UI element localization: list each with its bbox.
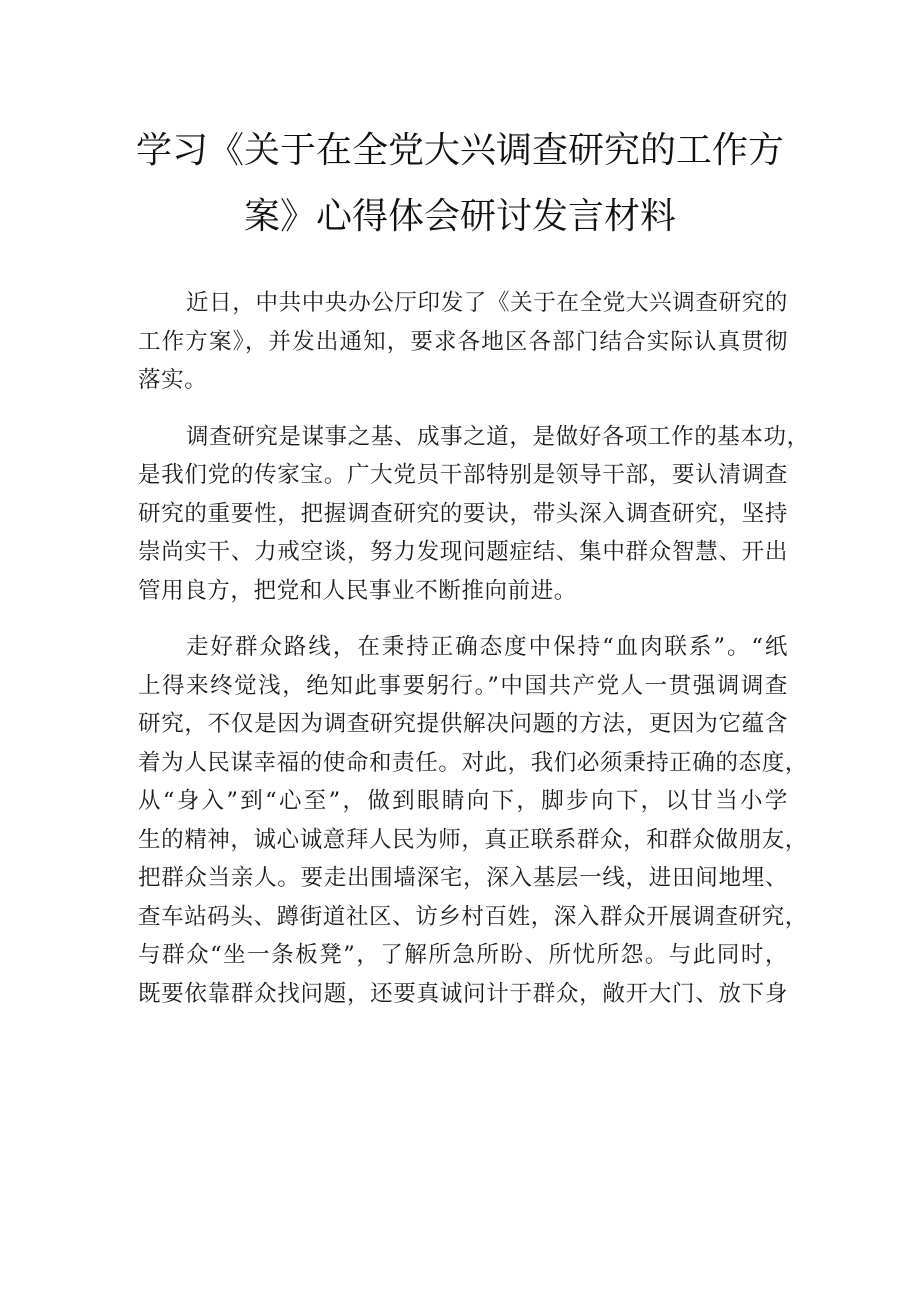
paragraph-2 bbox=[138, 418, 810, 611]
paragraph-line: 管用良方，把党和人民事业不断推向前进。 bbox=[138, 577, 577, 604]
paragraph-line: 落实。 bbox=[138, 367, 208, 393]
paragraph-line: 查车站码头、蹲街道社区、访乡村百姓，深入群众开展调查研究， bbox=[138, 903, 808, 930]
paragraph-line: 近日，中共中央办公厅印发了《关于在全党大兴调查研究的 bbox=[186, 290, 788, 316]
paragraph-line: 从“身入”到“心至”，做到眼睛向下，脚步向下，以甘当小学 bbox=[138, 788, 788, 814]
paragraph-3 bbox=[138, 628, 808, 1013]
paragraph-line: 生的精神，诚心诚意拜人民为师，真正联系群众，和群众做朋友， bbox=[138, 826, 808, 853]
document-body bbox=[138, 284, 810, 1031]
document-title bbox=[120, 118, 800, 250]
title-line: 案》心得体会研讨发言材料 bbox=[243, 196, 676, 237]
paragraph-line: 把群众当亲人。要走出围墙深宅，深入基层一线，进田间地埋、 bbox=[138, 865, 788, 891]
paragraph-line: 工作方案》，并发出通知，要求各地区各部门结合实际认真贯彻 bbox=[138, 328, 788, 355]
paragraph-line: 研究的重要性，把握调查研究的要诀，带头深入调查研究，坚持 bbox=[138, 500, 788, 527]
paragraph-line: 崇尚实干、力戒空谈，努力发现问题症结、集中群众智慧、开出 bbox=[138, 539, 788, 565]
paragraph-line: 研究，不仅是因为调查研究提供解决问题的方法，更因为它蕴含 bbox=[138, 711, 788, 737]
title-line: 学习《关于在全党大兴调查研究的工作方 bbox=[135, 130, 784, 171]
paragraph-line: 走好群众路线，在秉持正确态度中保持“血肉联系”。“纸 bbox=[186, 634, 788, 660]
paragraph-line: 与群众“坐一条板凳”，了解所急所盼、所忧所怨。与此同时， bbox=[138, 942, 788, 968]
paragraph-line: 既要依靠群众找问题，还要真诚问计于群众，敞开大门、放下身 bbox=[138, 980, 788, 1007]
paragraph-1 bbox=[138, 284, 788, 400]
paragraph-line: 着为人民谋幸福的使命和责任。对此，我们必须秉持正确的态度， bbox=[138, 749, 808, 776]
paragraph-line: 是我们党的传家宝。广大党员干部特别是领导干部，要认清调查 bbox=[138, 462, 788, 488]
paragraph-line: 上得来终觉浅，绝知此事要躬行。”中国共产党人一贯强调调查 bbox=[138, 672, 788, 699]
paragraph-line: 调查研究是谋事之基、成事之道，是做好各项工作的基本功， bbox=[186, 423, 810, 450]
